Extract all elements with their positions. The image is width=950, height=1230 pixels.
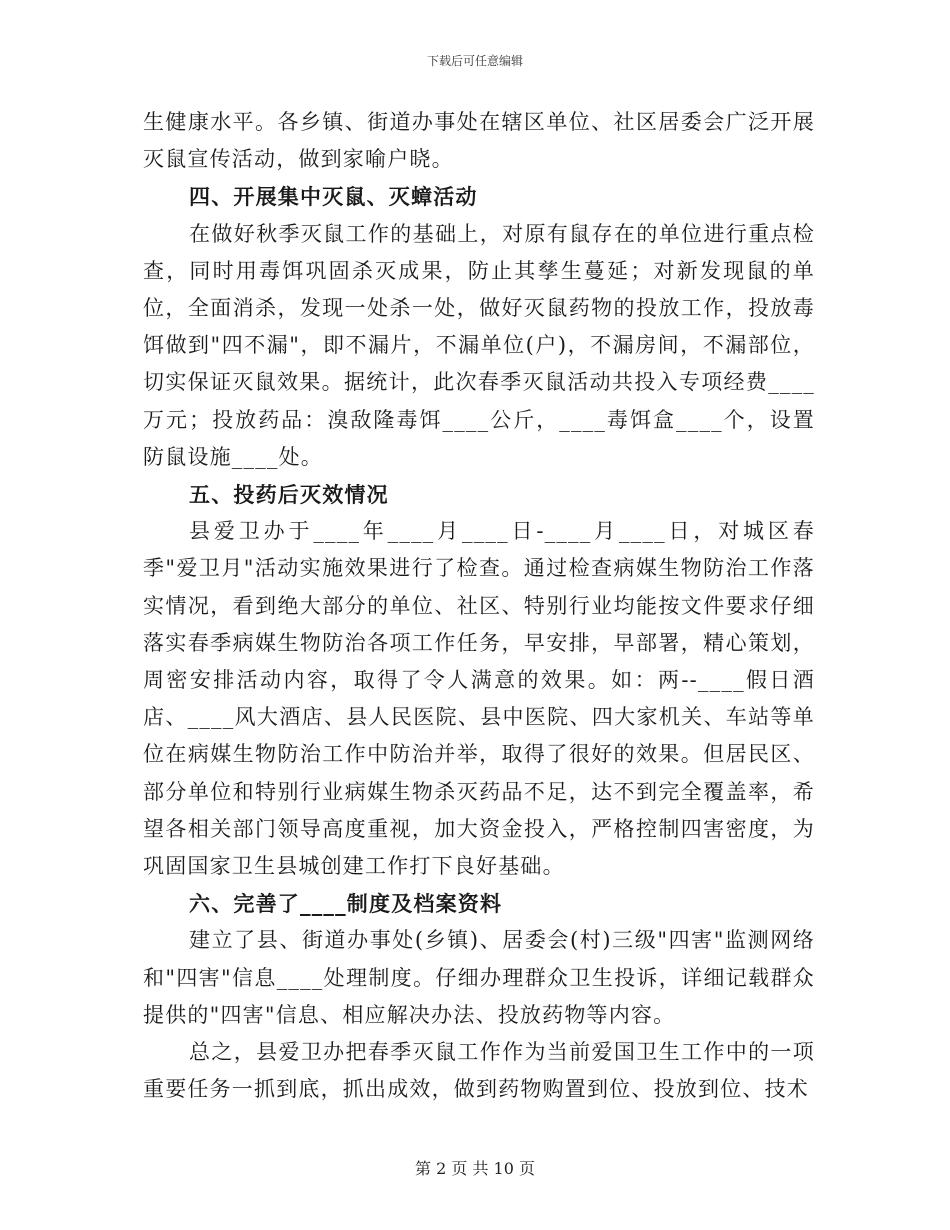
paragraph-section-5: 县爱卫办于____年____月____日-____月____日，对城区春季"爱卫月"活动实施效果进行了检查。通过检查病媒生物防治工作落实情况，看到绝大部分的单位、社区、特别行业均能按文件要求仔细落实春季病媒生物防治各项工作任务，早安排，早部署，精心策划，周密安排活动内容，取得了令人满意的效果。如：两--____假日酒店、____风大酒店、县人民医院、县中医院、四大家机关、车站等单位在病媒生物防治工作中防治并举，取得了很好的效果。但居民区、部分单位和特别行业病媒生物杀灭药品不足，达不到完全覆盖率，希望各相关部门领导高度重视，加大资金投入，严格控制四害密度，为巩固国家卫生县城创建工作打下良好基础。: [143, 519, 815, 879]
page-number: 第 2 页 共 10 页: [415, 1159, 535, 1178]
page-header: 下载后可任意编辑: [426, 54, 523, 68]
paragraph-intro: 生健康水平。各乡镇、街道办事处在辖区单位、社区居委会广泛开展灭鼠宣传活动，做到家喻户晓。: [143, 110, 815, 172]
paragraph-section-6: 建立了县、街道办事处(乡镇)、居委会(村)三级"四害"监测网络和"四害"信息____处理制度。仔细办理群众卫生投诉，详细记载群众提供的"四害"信息、相应解决办法、投放药物等内容。: [143, 928, 815, 1027]
section-heading-4: 四、开展集中灭鼠、灭蟑活动: [189, 184, 478, 210]
paragraph-conclusion: 总之，县爱卫办把春季灭鼠工作作为当前爱国卫生工作中的一项重要任务一抓到底，抓出成效，做到药物购置到位、投放到位、技术: [143, 1040, 815, 1102]
section-heading-6: 六、完善了____制度及档案资料: [189, 891, 503, 917]
paragraph-section-4: 在做好秋季灭鼠工作的基础上，对原有鼠存在的单位进行重点检查，同时用毒饵巩固杀灭成果，防止其孳生蔓延；对新发现鼠的单位，全面消杀，发现一处杀一处，做好灭鼠药物的投放工作，投放毒饵做到"四不漏"，即不漏片，不漏单位(户)，不漏房间，不漏部位，切实保证灭鼠效果。据统计，此次春季灭鼠活动共投入专项经费____万元；投放药品：溴敌隆毒饵____公斤，____毒饵盒____个，设置防鼠设施____处。: [143, 221, 815, 469]
section-heading-5: 五、投药后灭效情况: [189, 482, 389, 508]
document-body: [143, 104, 815, 1108]
